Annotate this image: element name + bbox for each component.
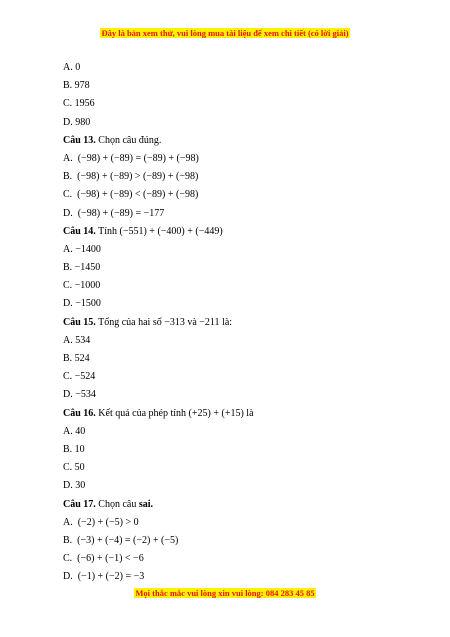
option-text: C. 50 — [63, 462, 85, 474]
option-text: D. 980 — [63, 116, 91, 128]
answer-option — [63, 368, 403, 386]
option-text: A. (−98) + (−89) = (−89) + (−98) — [63, 152, 199, 164]
question-number: Câu 16. — [63, 407, 96, 419]
option-text: A. 0 — [63, 62, 81, 73]
question-line — [63, 132, 403, 150]
answer-option — [63, 114, 403, 132]
answer-option — [63, 295, 403, 313]
answer-option — [63, 77, 403, 95]
footer-notice-text: Mọi thắc mắc vui lòng xin vui lòng: 084 283 45 85 — [135, 588, 315, 598]
document-body — [63, 59, 403, 586]
option-text: A. −1400 — [63, 243, 101, 255]
option-text: C. 1956 — [63, 98, 95, 110]
option-text: C. (−6) + (−1) < −6 — [63, 553, 144, 565]
question-line — [63, 314, 403, 332]
option-text: D. 30 — [63, 480, 86, 492]
header-notice-text: Đây là bản xem thử, vui lòng mua tài liệu để xem chi tiết (có lời giải) — [101, 28, 349, 38]
question-number: Câu 13. — [63, 134, 96, 146]
answer-option — [63, 550, 403, 568]
option-text: B. (−98) + (−89) > (−89) + (−98) — [63, 171, 199, 183]
option-text: C. −524 — [63, 371, 96, 383]
answer-option — [63, 514, 403, 532]
answer-option — [63, 350, 403, 368]
answer-option — [63, 150, 403, 168]
option-text: B. 10 — [63, 443, 85, 455]
answer-option — [63, 459, 403, 477]
emphasis-text: sai. — [138, 498, 154, 510]
option-text: D. −534 — [63, 389, 96, 401]
option-text: B. (−3) + (−4) = (−2) + (−5) — [63, 534, 179, 546]
answer-option — [63, 568, 403, 586]
answer-option — [63, 441, 403, 459]
option-text: A. 40 — [63, 425, 86, 437]
question-line — [63, 496, 403, 514]
answer-option — [63, 205, 403, 223]
question-text: Chọn câu đúng. — [95, 134, 162, 146]
answer-option — [63, 332, 403, 350]
question-text: Kết quả của phép tính (+25) + (+15) là — [95, 407, 254, 419]
answer-option — [63, 168, 403, 186]
option-text: C. (−98) + (−89) < (−89) + (−98) — [63, 189, 199, 201]
option-text: D. (−1) + (−2) = −3 — [63, 571, 145, 583]
option-text: B. 978 — [63, 80, 90, 92]
question-number: Câu 15. — [63, 316, 96, 328]
option-text: A. (−2) + (−5) > 0 — [63, 516, 139, 528]
question-text: Chọn câu — [95, 498, 139, 510]
option-text: B. 524 — [63, 353, 90, 364]
option-text: B. −1450 — [63, 262, 101, 274]
answer-option — [63, 259, 403, 277]
answer-option — [63, 95, 403, 113]
option-text: C. −1000 — [63, 280, 101, 292]
answer-option — [63, 186, 403, 204]
question-number: Câu 14. — [63, 225, 96, 237]
header-notice — [0, 28, 450, 38]
option-text: A. 534 — [63, 334, 91, 346]
answer-option — [63, 386, 403, 404]
answer-option — [63, 423, 403, 441]
question-number: Câu 17. — [63, 498, 96, 510]
question-line — [63, 223, 403, 241]
option-text: D. (−98) + (−89) = −177 — [63, 207, 165, 219]
question-line — [63, 405, 403, 423]
answer-option — [63, 241, 403, 259]
answer-option — [63, 532, 403, 550]
answer-option — [63, 277, 403, 295]
question-text: Tổng của hai số −313 và −211 là: — [95, 316, 233, 328]
question-text: Tính (−551) + (−400) + (−449) — [95, 225, 223, 237]
answer-option — [63, 477, 403, 495]
footer-notice — [0, 588, 450, 598]
option-text: D. −1500 — [63, 298, 101, 310]
answer-option — [63, 59, 403, 77]
